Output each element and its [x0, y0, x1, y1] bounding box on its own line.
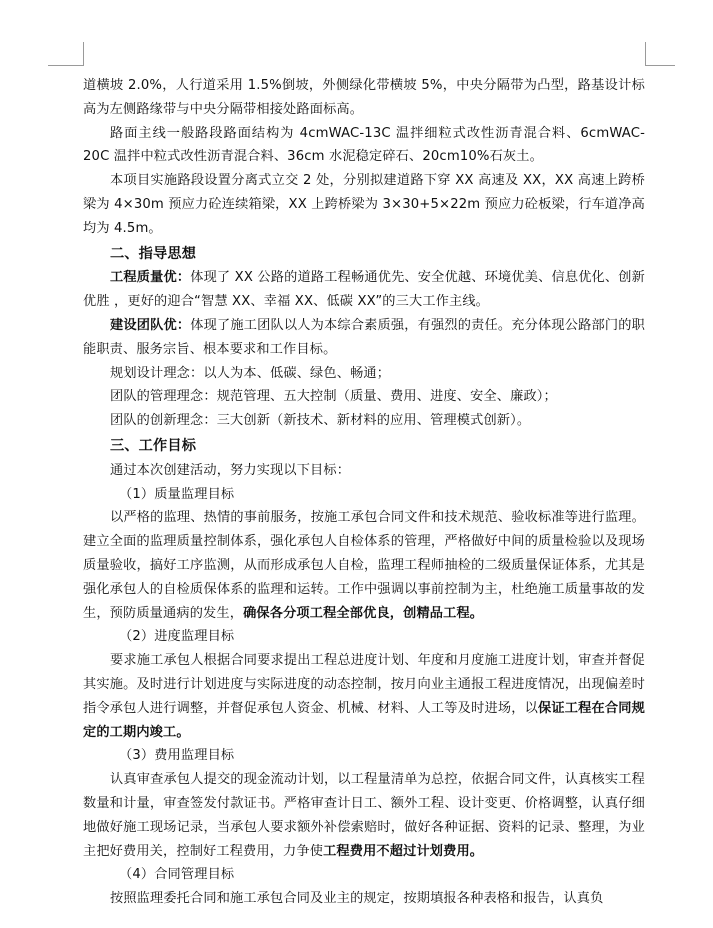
- crop-mark-top-left-horizontal: [48, 65, 84, 66]
- cost-goal-bold: 工程费用不超过计划费用。: [323, 843, 484, 859]
- quality-goal-text: 以严格的监理、热情的事前服务，按施工承包合同文件和技术规范、验收标准等进行监理。建立全面的监理质量控制体系，强化承包人自检体系的管理，严格做好中间的质量检验以及现场质量验收，搞好工序监测，从而形成承包人自检，监理工程师抽检的二级质量保证体系，尤其是强化承包人的自检质保体系的监理和运转。工作中强调以事前控制为主，杜绝施工质量事故的发生，预防质量通病的发生，: [83, 510, 645, 621]
- crop-mark-top-right-horizontal: [645, 65, 675, 66]
- heading-work-goals: 三、工作目标: [110, 437, 197, 454]
- progress-goal-text: 要求施工承包人根据合同要求提出工程总进度计划、年度和月度施工进度计划，审查并督促其实施。及时进行计划进度与实际进度的动态控制，按月向业主通报工程进度情况，出现偏差时指令承包人进行调整，并督促承包人资金、机械、材料、人工等及时进场，以: [83, 653, 645, 716]
- team-text: 体现了施工团队以人为本综合素质强，有强烈的责任。充分体现公路部门的职能职责、服务宗旨、根本要求和工作目标。: [83, 317, 645, 357]
- paragraph-pavement-structure: 路面主线一般路段路面结构为 4cmWAC-13C 温拌细粒式改性沥青混合料、6cmWAC-20C 温拌中粒式改性沥青混合料、36cm 水泥稳定碎石、20cm10%石灰土。: [83, 125, 645, 165]
- subheading-quality-goal: （1）质量监理目标: [119, 486, 235, 502]
- crop-mark-top-right-vertical: [645, 42, 646, 66]
- paragraph-progress-goal: [83, 649, 645, 744]
- paragraph-quality-goal: [83, 506, 645, 625]
- paragraph-quality: [83, 266, 645, 314]
- cost-goal-text: 认真审查承包人提交的现金流动计划，以工程量清单为总控，依据合同文件，认真核实工程数量和计量，审查签发付款证书。严格审查计日工、额外工程、设计变更、价格调整，认真仔细地做好施工现场记录，当承包人要求额外补偿索赔时，做好各种证据、资料的记录、整理，为业主把好费用关，控制好工程费用，力争使: [83, 772, 645, 859]
- design-idea: 规划设计理念：以人为本、低碳、绿色、畅通；: [110, 365, 391, 381]
- progress-goal-bold: 保证工程在合同规定的工期内竣工。: [83, 700, 645, 740]
- quality-text: 体现了 XX 公路的道路工程畅通优先、安全优越、环境优美、信息优化、创新优胜 ，更好的迎合“智慧 XX、幸福 XX、低碳 XX”的三大工作主线。: [83, 270, 645, 310]
- paragraph-cost-goal: [83, 768, 645, 863]
- heading-guiding-thought: 二、指导思想: [110, 245, 197, 262]
- subheading-contract-goal: （4）合同管理目标: [119, 867, 235, 883]
- innovation-idea: 团队的创新理念：三大创新（新技术、新材料的应用、管理模式创新）。: [110, 413, 531, 429]
- team-label: 建设团队优：: [110, 317, 191, 333]
- paragraph-road-slope: 道横坡 2.0%，人行道采用 1.5%倒坡，外侧绿化带横坡 5%，中央分隔带为凸型，路基设计标高为左侧路缘带与中央分隔带相接处路面标高。: [83, 78, 645, 117]
- quality-goal-bold: 确保各分项工程全部优良，创精品工程。: [243, 605, 484, 621]
- quality-label: 工程质量优：: [110, 270, 191, 286]
- paragraph-interchange: 本项目实施路段设置分离式立交 2 处，分别拟建道路下穿 XX 高速及 XX，XX 高速上跨桥梁为 4×30m 预应力砼连续箱梁，XX 上跨桥梁为 3×30+5×22m 预应力砼板梁，行车道净高均为 4.5m。: [83, 173, 645, 236]
- subheading-cost-goal: （3）费用监理目标: [119, 748, 235, 764]
- management-idea: 团队的管理理念：规范管理、五大控制（质量、费用、进度、安全、廉政）；: [110, 389, 557, 405]
- subheading-progress-goal: （2）进度监理目标: [119, 629, 235, 645]
- paragraph-contract-goal: 按照监理委托合同和施工承包合同及业主的规定，按期填报各种表格和报告，认真负: [110, 891, 604, 907]
- crop-mark-top-left-vertical: [83, 42, 84, 66]
- paragraph-team: [83, 314, 645, 362]
- document-body: [83, 74, 645, 911]
- goals-intro: 通过本次创建活动，努力实现以下目标：: [110, 462, 351, 478]
